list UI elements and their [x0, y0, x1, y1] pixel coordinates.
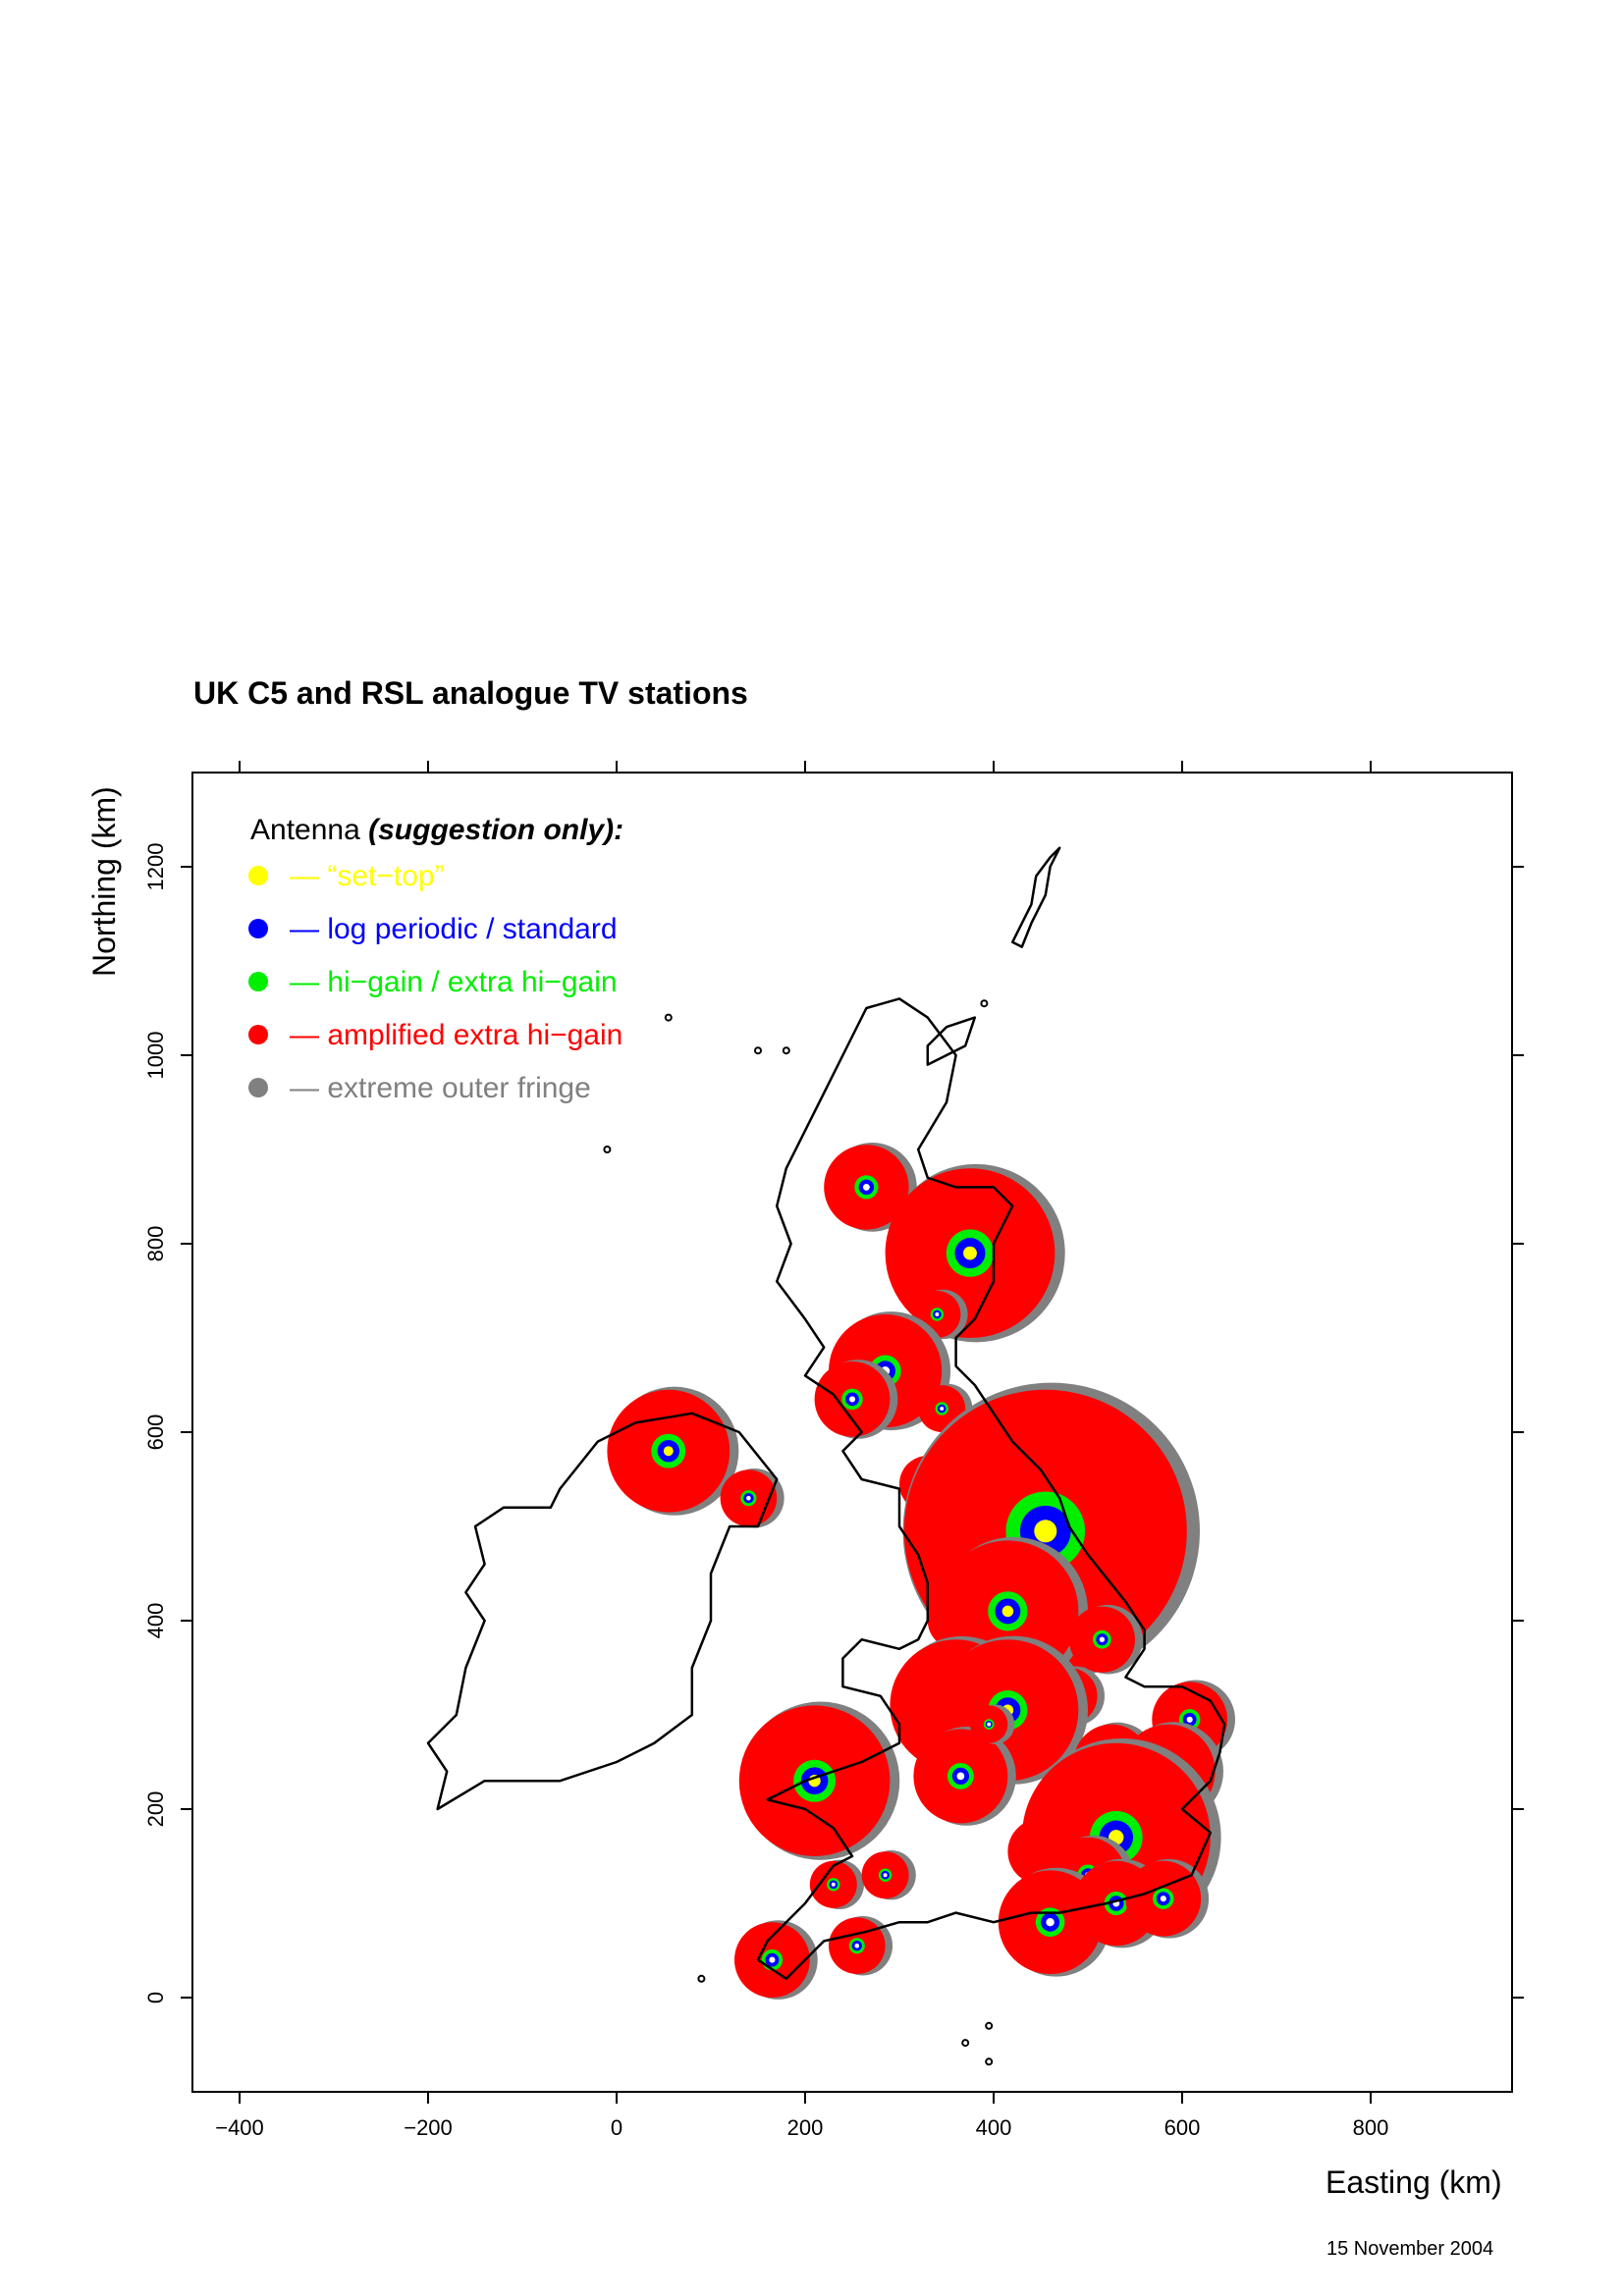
island-outline	[986, 2023, 992, 2029]
settop-core	[884, 1873, 888, 1877]
station-coverage	[862, 1850, 916, 1899]
legend-marker	[248, 919, 268, 938]
settop-core	[854, 1944, 859, 1949]
y-axis-label: Northing (km)	[86, 786, 122, 977]
island-outline	[698, 1976, 704, 1982]
station-coverage	[739, 1702, 899, 1860]
settop-core	[1100, 1637, 1105, 1642]
legend-heading-plain: Antenna	[250, 814, 360, 846]
station-coverage	[829, 1916, 893, 1975]
x-tick-label: 600	[1163, 2115, 1201, 2140]
island-outline	[755, 1047, 761, 1053]
legend-item-label: — extreme outer fringe	[290, 1072, 591, 1104]
shetland-coastline	[1012, 848, 1059, 947]
station-coverage	[1069, 1605, 1143, 1675]
settop-core	[832, 1883, 836, 1887]
legend-marker	[248, 866, 268, 885]
settop-core	[1002, 1606, 1014, 1618]
settop-core	[1161, 1896, 1166, 1901]
settop-core	[1034, 1520, 1056, 1542]
settop-core	[1187, 1717, 1193, 1723]
settop-core	[769, 1957, 775, 1963]
y-tick-label: 200	[143, 1790, 168, 1828]
station-coverage	[607, 1387, 738, 1516]
settop-core	[746, 1496, 751, 1501]
station-coverage	[815, 1360, 898, 1439]
x-tick-label: 200	[786, 2115, 824, 2140]
settop-core	[935, 1312, 939, 1316]
station-coverage	[970, 1704, 1014, 1743]
y-tick-label: 600	[143, 1414, 168, 1451]
island-outline	[986, 2058, 992, 2064]
y-tick-label: 0	[143, 1991, 168, 2004]
legend-item-label: — amplified extra hi−gain	[290, 1019, 623, 1051]
settop-core	[849, 1396, 855, 1402]
legend-marker	[248, 972, 268, 991]
x-tick-label: 400	[975, 2115, 1012, 2140]
station-coverage	[1125, 1859, 1209, 1939]
legend-item-label: — hi−gain / extra hi−gain	[290, 966, 618, 998]
legend-item-label: — “set−top”	[290, 860, 445, 892]
x-axis-label: Easting (km)	[1325, 2164, 1502, 2200]
y-tick-label: 800	[143, 1225, 168, 1262]
y-tick-label: 400	[143, 1602, 168, 1639]
settop-core	[1046, 1918, 1054, 1926]
x-tick-label: 800	[1352, 2115, 1389, 2140]
y-tick-label: 1200	[143, 842, 168, 891]
legend-heading-emph: (suggestion only):	[368, 814, 624, 846]
x-tick-label: −200	[404, 2115, 453, 2140]
x-tick-label: 0	[610, 2115, 623, 2140]
x-tick-label: −400	[215, 2115, 264, 2140]
settop-core	[957, 1773, 965, 1781]
legend-marker	[248, 1078, 268, 1097]
island-outline	[666, 1015, 672, 1021]
settop-core	[963, 1247, 977, 1260]
date-stamp: 15 November 2004	[1326, 2238, 1494, 2260]
settop-core	[987, 1723, 991, 1727]
island-outline	[962, 2040, 968, 2046]
legend	[248, 814, 623, 1104]
island-outline	[604, 1147, 610, 1152]
legend-marker	[248, 1025, 268, 1044]
map-title: UK C5 and RSL analogue TV stations	[193, 675, 748, 711]
settop-core	[664, 1446, 674, 1456]
y-tick-label: 1000	[143, 1031, 168, 1080]
island-outline	[784, 1047, 789, 1053]
legend-heading	[250, 814, 623, 846]
coverage-layer	[607, 1143, 1235, 2000]
orkney-coastline	[928, 1018, 975, 1065]
settop-core	[863, 1184, 870, 1191]
legend-item-label: — log periodic / standard	[290, 913, 618, 945]
settop-core	[940, 1407, 944, 1411]
island-outline	[981, 1000, 987, 1006]
